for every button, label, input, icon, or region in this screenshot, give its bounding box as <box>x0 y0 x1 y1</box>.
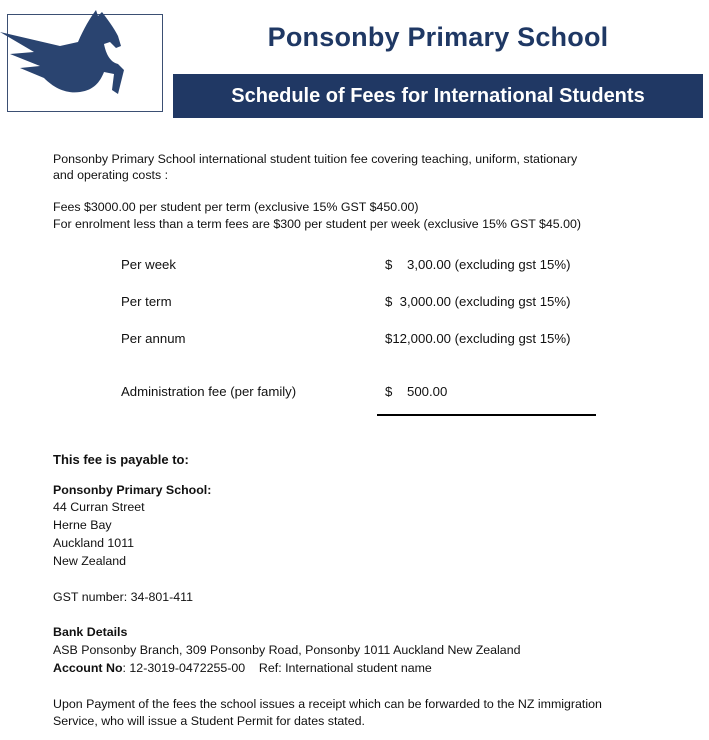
intro-line-1: Ponsonby Primary School international student tuition fee covering teaching, uniform, stationary <box>53 152 578 166</box>
fee-value-admin: $ 500.00 <box>385 384 448 399</box>
account-line <box>53 660 432 677</box>
address-line-4: New Zealand <box>53 554 127 568</box>
page-title: Schedule of Fees for International Students <box>231 84 645 107</box>
page-title-banner <box>173 74 703 118</box>
address-line-2: Herne Bay <box>53 518 112 532</box>
school-name: Ponsonby Primary School <box>267 22 609 52</box>
fee-label-per-term: Per term <box>121 294 172 309</box>
gst-number: GST number: 34-801-411 <box>53 590 194 604</box>
fee-value-per-annum: $12,000.00 (excluding gst 15%) <box>385 331 571 346</box>
footer-line-2: Service, who will issue a Student Permit for dates stated. <box>53 714 365 728</box>
total-underline <box>377 414 596 416</box>
footer-line-1: Upon Payment of the fees the school issues a receipt which can be forwarded to the NZ immigration <box>53 697 602 711</box>
fee-value-per-term: $ 3,000.00 (excluding gst 15%) <box>385 294 571 309</box>
fee-label-per-week: Per week <box>121 257 176 272</box>
fees-summary-line-1: Fees $3000.00 per student per term (exclusive 15% GST $450.00) <box>53 200 419 214</box>
fee-label-admin: Administration fee (per family) <box>121 384 297 399</box>
payable-heading: This fee is payable to: <box>53 452 189 467</box>
account-value: : 12-3019-0472255-00 Ref: International student name <box>122 661 432 675</box>
address-line-1: 44 Curran Street <box>53 500 145 514</box>
fee-value-per-week: $ 3,00.00 (excluding gst 15%) <box>385 257 571 272</box>
pegasus-icon <box>0 6 140 106</box>
intro-line-2: and operating costs : <box>53 168 169 182</box>
address-line-3: Auckland 1011 <box>53 536 135 550</box>
fee-label-per-annum: Per annum <box>121 331 186 346</box>
account-label: Account No <box>53 661 123 675</box>
payee-name: Ponsonby Primary School: <box>53 483 212 497</box>
fees-summary-line-2: For enrolment less than a term fees are $300 per student per week (exclusive 15% GST $45.00) <box>53 217 582 231</box>
bank-branch: ASB Ponsonby Branch, 309 Ponsonby Road, Ponsonby 1011 Auckland New Zealand <box>53 643 521 657</box>
bank-heading: Bank Details <box>53 625 128 639</box>
